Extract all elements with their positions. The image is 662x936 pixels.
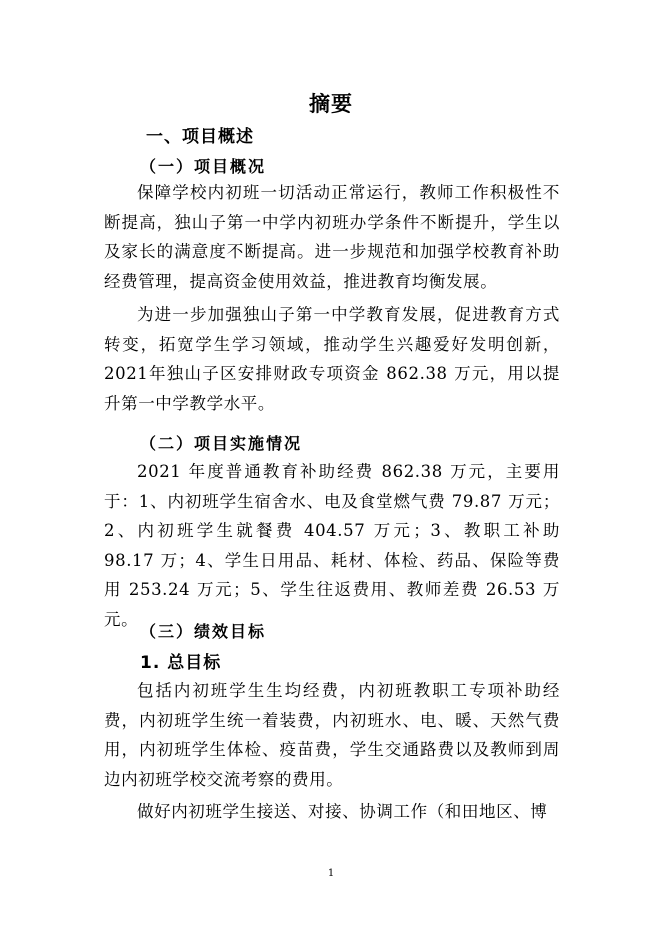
paragraph-overall-goal-2: 做好内初班学生接送、对接、协调工作（和田地区、博 [137, 802, 548, 821]
page-title: 摘要 [309, 92, 353, 116]
section-heading-overview: 一、项目概述 [146, 127, 254, 147]
page-number: 1 [327, 868, 335, 879]
heading-overall-goal: 1. 总目标 [140, 653, 222, 673]
paragraph-project-summary-1: 保障学校内初班一切活动正常运行，教师工作积极性不断提高，独山子第一中学内初班办学条件不断提升，学生以及家长的满意度不断提高。进一步规范和加强学校教育补助经费管理，提高资金使用效益，推进教育均衡发展。 [104, 183, 560, 291]
paragraph-overall-goal-1: 包括内初班学生生均经费，内初班教职工专项补助经费，内初班学生统一着装费，内初班水、电、暖、天然气费用，内初班学生体检、疫苗费，学生交通路费以及教师到周边内初班学校交流考察的费用。 [104, 681, 560, 789]
paragraph-implementation: 2021 年度普通教育补助经费 862.38 万元，主要用于：1、内初班学生宿舍水、电及食堂燃气费 79.87 万元；2、内初班学生就餐费 404.57 万元；3、教职工补助 98.17 万；4、学生日用品、耗材、体检、药品、保险等费用 253.24 万元；5、学生往返费用、教师差费 26.53 万元。 [104, 462, 560, 629]
subsection-heading-project-summary: （一）项目概况 [140, 157, 267, 176]
subsection-heading-performance-goals: （三）绩效目标 [140, 622, 267, 641]
subsection-heading-implementation: （二）项目实施情况 [140, 434, 303, 453]
paragraph-project-summary-2: 为进一步加强独山子第一中学教育发展，促进教育方式转变，拓宽学生学习领域，推动学生兴趣爱好发明创新，2021年独山子区安排财政专项资金 862.38 万元，用以提升第一中学教学水平。 [104, 305, 560, 413]
